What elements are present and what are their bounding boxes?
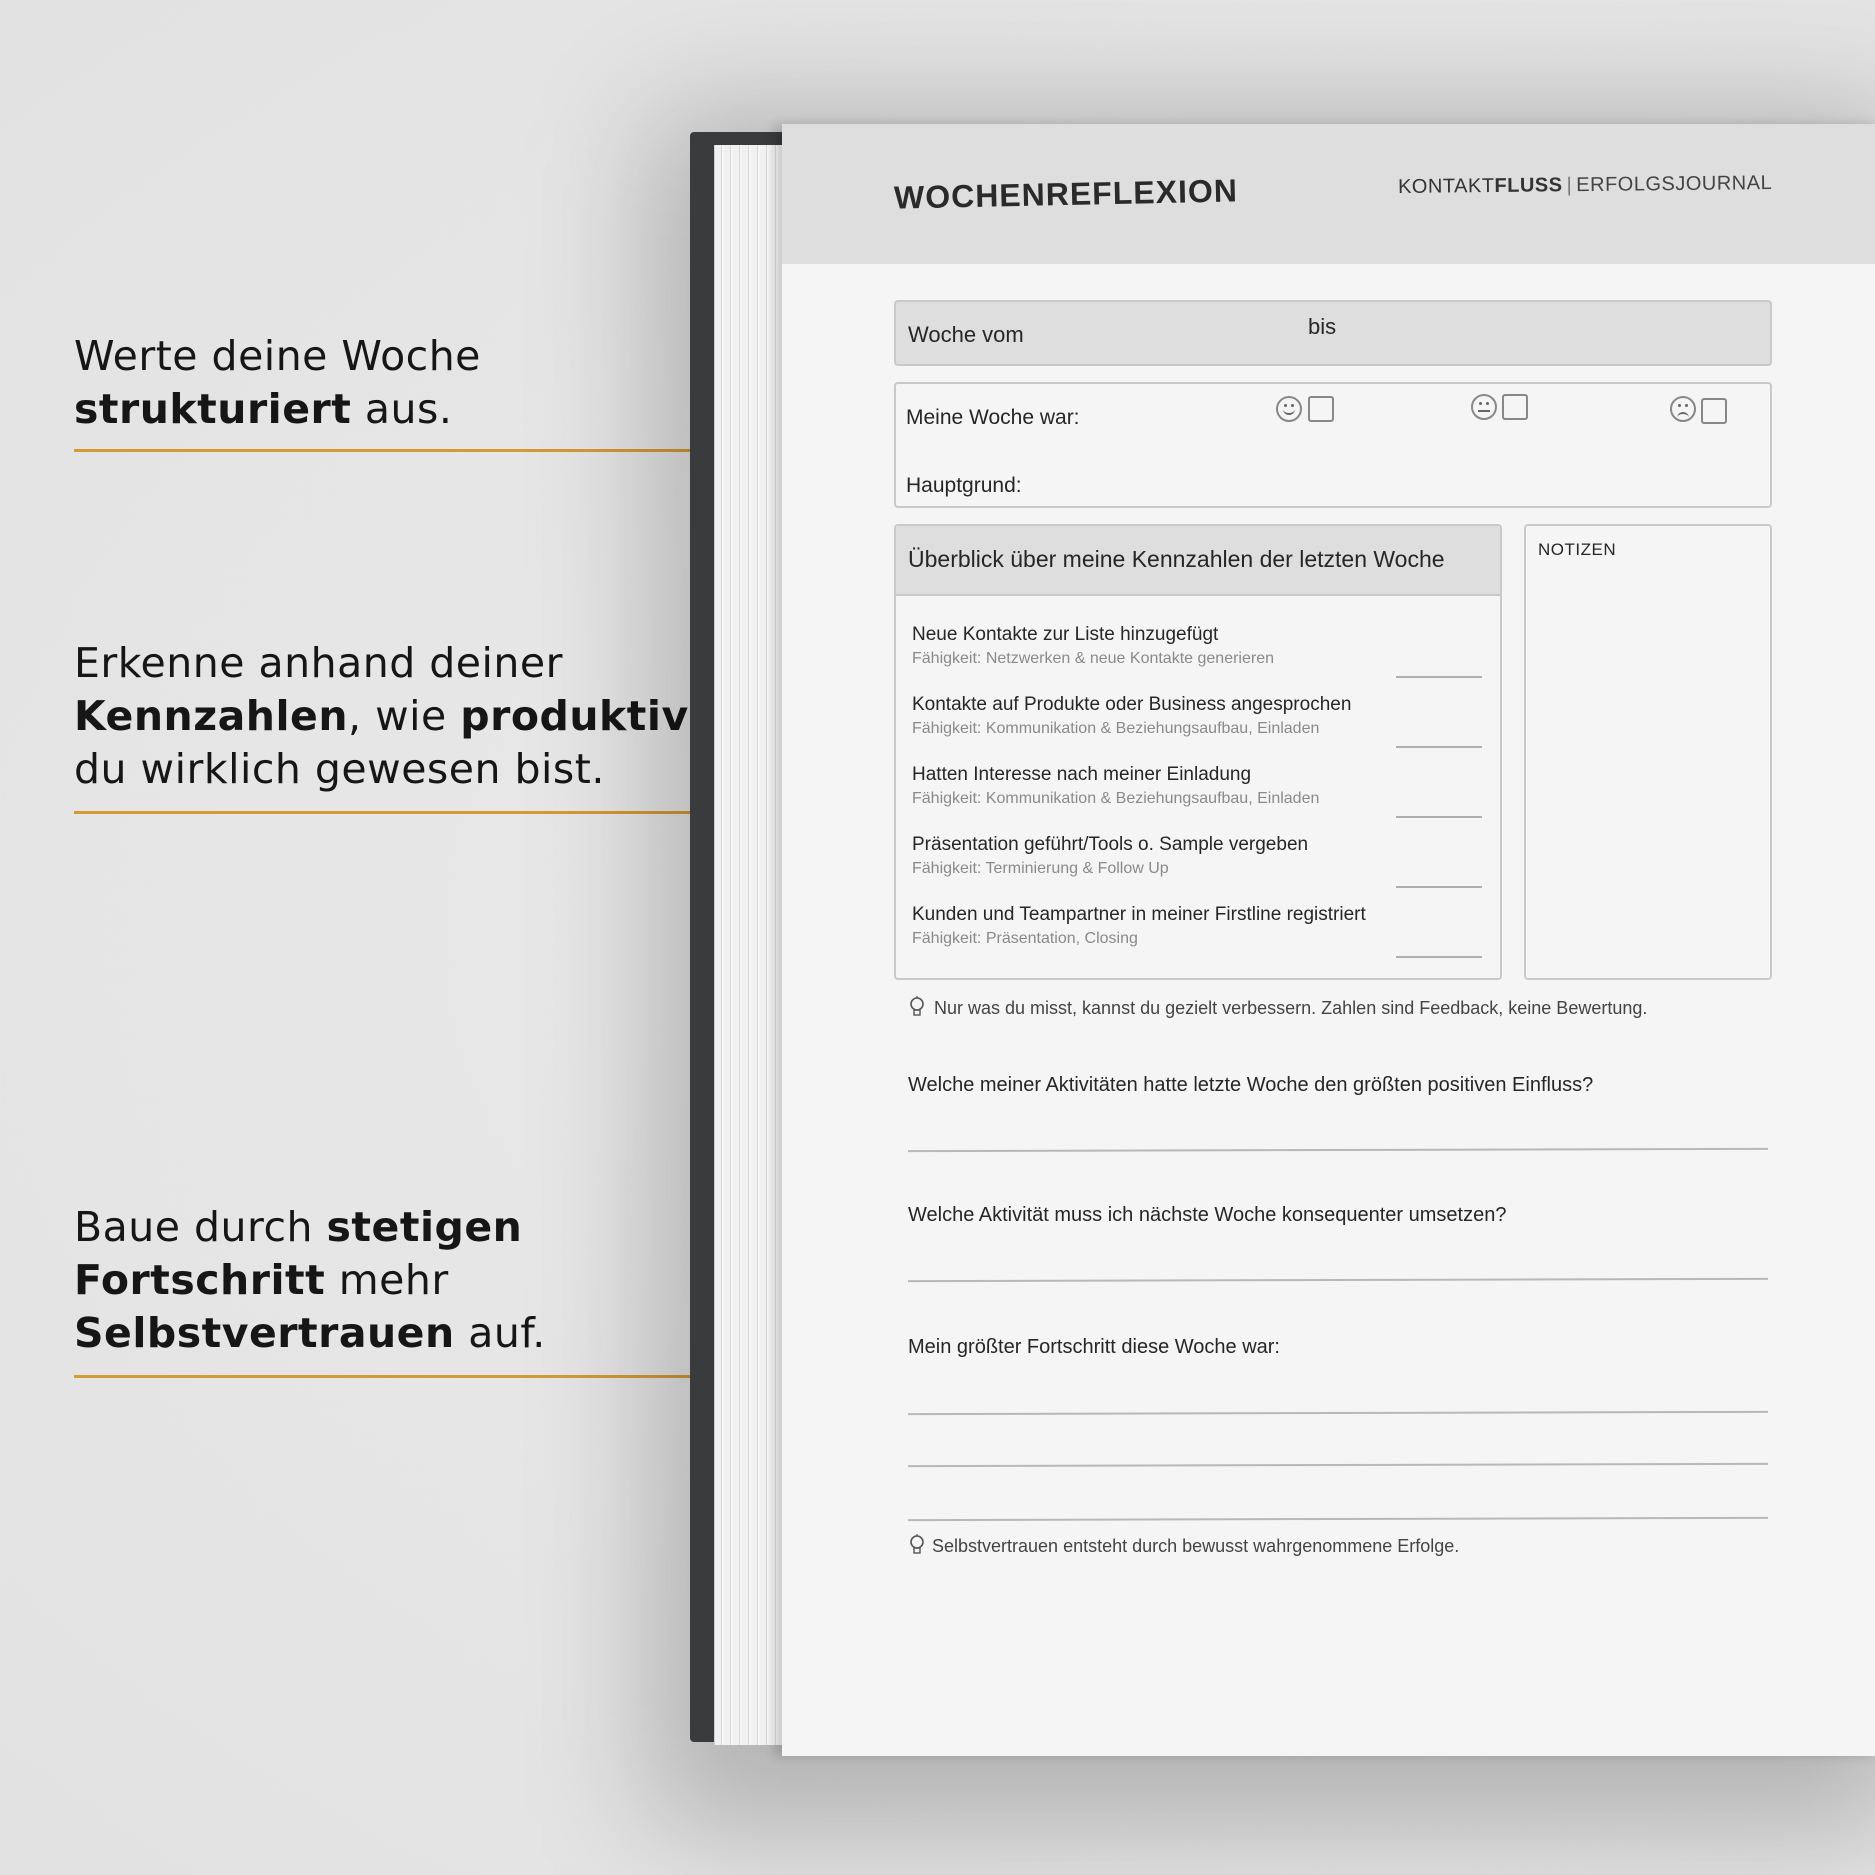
kpi-title: Neue Kontakte zur Liste hinzugefügt (912, 624, 1219, 645)
callout-3-bold-3: Selbstvertrauen (74, 1309, 455, 1357)
kpi-title: Hatten Interesse nach meiner Einladung (912, 764, 1252, 785)
brand-part-2: FLUSS (1494, 174, 1563, 197)
callout-2-bold-2: produktiv (460, 692, 689, 740)
kpi-skill: Fähigkeit: Kommunikation & Beziehungsaufbau, Einladen (912, 790, 1320, 807)
kpi-skill: Fähigkeit: Terminierung & Follow Up (912, 860, 1169, 877)
callout-2-text (74, 637, 689, 796)
tip-confidence: Selbstvertrauen entsteht durch bewusst wahrgenommene Erfolge. (932, 1536, 1460, 1556)
kpi-value-line[interactable] (1396, 746, 1482, 748)
notes-label: NOTIZEN (1538, 540, 1617, 559)
callout-3-line1: Baue durch (74, 1203, 327, 1251)
callout-1-line1: Werte deine Woche (74, 332, 481, 380)
kpi-title: Kunden und Teampartner in meiner Firstline registriert (912, 904, 1366, 925)
kpi-title: Präsentation geführt/Tools o. Sample vergeben (912, 834, 1309, 855)
callout-2-line3: du wirklich gewesen bist. (74, 745, 605, 793)
mood-neutral-checkbox[interactable] (1502, 394, 1528, 420)
week-from-label: Woche vom (908, 322, 1024, 347)
answer-line-5[interactable] (908, 1517, 1768, 1521)
callout-3-text (74, 1201, 546, 1360)
reason-label: Hauptgrund: (906, 474, 1022, 497)
kpi-skill: Fähigkeit: Kommunikation & Beziehungsaufbau, Einladen (912, 720, 1320, 737)
callout-1-bold: strukturiert (74, 385, 352, 433)
callout-2-line1: Erkenne anhand deiner (74, 639, 563, 687)
week-to-label: bis (1308, 314, 1337, 339)
callout-3-bold-2: Fortschritt (74, 1256, 326, 1304)
happy-face-icon (1276, 396, 1302, 422)
callout-3-line3-rest: auf. (454, 1309, 546, 1357)
notes-box[interactable] (1524, 524, 1772, 980)
callout-1-text (74, 330, 481, 436)
callout-2-mid: , wie (348, 692, 461, 740)
question-2: Welche Aktivität muss ich nächste Woche konsequenter umsetzen? (908, 1204, 1507, 1226)
callout-2-bold-1: Kennzahlen (74, 692, 349, 740)
kpi-skill: Fähigkeit: Netzwerken & neue Kontakte generieren (912, 650, 1274, 667)
callout-1-line2-rest: aus. (351, 385, 453, 433)
answer-line-4[interactable] (908, 1463, 1768, 1467)
lightbulb-icon (908, 996, 926, 1018)
kpi-value-line[interactable] (1396, 956, 1482, 958)
answer-line-2[interactable] (908, 1278, 1768, 1282)
sad-face-icon (1670, 396, 1696, 422)
brand-logo (1398, 172, 1772, 199)
page-title: WOCHENREFLEXION (893, 172, 1239, 216)
kpi-value-line[interactable] (1396, 816, 1482, 818)
mood-bad-checkbox[interactable] (1701, 398, 1727, 424)
week-range-box (894, 300, 1772, 366)
brand-part-1: KONTAKT (1397, 174, 1495, 198)
callout-3-line2-rest: mehr (325, 1256, 449, 1304)
brand-separator: | (1566, 174, 1573, 197)
brand-part-3: ERFOLGSJOURNAL (1575, 172, 1773, 197)
question-3: Mein größter Fortschritt diese Woche war: (908, 1336, 1280, 1358)
tip-measure: Nur was du misst, kannst du gezielt verbessern. Zahlen sind Feedback, keine Bewertung. (934, 998, 1648, 1018)
lightbulb-icon (908, 1534, 926, 1556)
callout-3-bold-1: stetigen (326, 1203, 523, 1251)
mood-label: Meine Woche war: (906, 406, 1080, 429)
neutral-face-icon (1471, 394, 1497, 420)
kpi-skill: Fähigkeit: Präsentation, Closing (912, 930, 1138, 947)
kpi-title: Kontakte auf Produkte oder Business angesprochen (912, 694, 1352, 715)
mood-box (894, 382, 1772, 508)
answer-line-1[interactable] (908, 1148, 1768, 1152)
kpi-value-line[interactable] (1396, 886, 1482, 888)
answer-line-3[interactable] (908, 1411, 1768, 1415)
kpi-box (894, 524, 1502, 980)
kpi-header: Überblick über meine Kennzahlen der letzten Woche (908, 546, 1445, 572)
question-1: Welche meiner Aktivitäten hatte letzte Woche den größten positiven Einfluss? (908, 1074, 1594, 1096)
mood-good-checkbox[interactable] (1308, 396, 1334, 422)
kpi-value-line[interactable] (1396, 676, 1482, 678)
journal-page (782, 124, 1875, 1756)
